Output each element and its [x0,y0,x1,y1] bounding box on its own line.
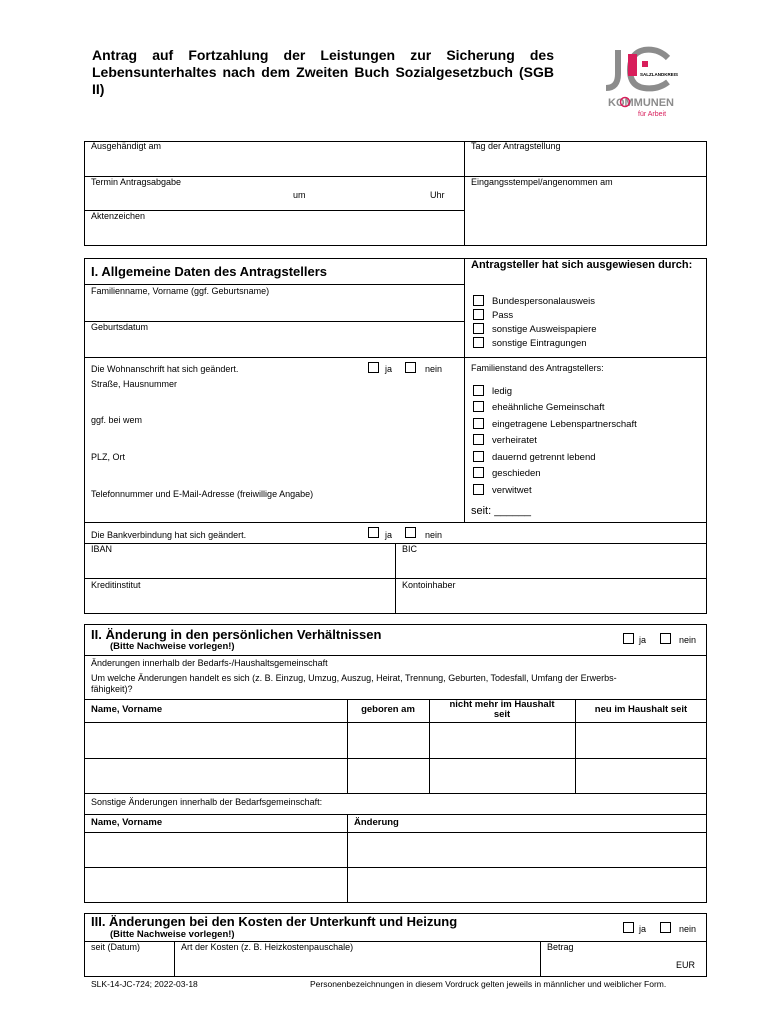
marital-checkbox-lebenspartnerschaft[interactable] [473,418,484,429]
stamp-label: Eingangsstempel/angenommen am [471,177,613,187]
marital-checkbox-eheaehnliche-gemeinschaft[interactable] [473,401,484,412]
street-label: Straße, Hausnummer [91,379,178,389]
birth-label: Geburtsdatum [91,322,149,332]
id-option-label: sonstige Eintragungen [492,338,587,349]
marital-option-label: eingetragene Lebenspartnerschaft [492,419,637,430]
amount-label: Betrag [547,942,574,952]
marital-option-label: geschieden [492,468,541,479]
logo-brand-line1: KOMMUNEN [608,97,674,109]
marital-option-label: dauernd getrennt lebend [492,452,596,463]
marital-checkbox-verheiratet[interactable] [473,434,484,445]
form-id: SLK-14-JC-724; 2022-03-18 [91,979,198,989]
section2-title: II. Änderung in den persönlichen Verhältnissen [91,627,382,642]
table1-header-born: geboren am [361,704,415,715]
care-of-label: ggf. bei wem [91,415,143,425]
id-checkbox-sonstige-ausweispapiere[interactable] [473,323,484,334]
bank-changed-label: Die Bankverbindung hat sich geändert. [91,530,247,540]
marital-checkbox-verwitwet[interactable] [473,484,484,495]
id-option-label: Pass [492,310,514,321]
household-changes-label: Änderungen innerhalb der Bedarfs-/Haushaltsgemeinschaft [91,658,328,668]
id-checkbox-pass[interactable] [473,309,484,320]
logo-org-name: SALZLANDKREIS [640,72,678,77]
address-changed-label: Die Wohnanschrift hat sich geändert. [91,364,239,374]
other-changes-label: Sonstige Änderungen innerhalb der Bedarfsgemeinschaft: [91,797,323,807]
marital-checkbox-ledig[interactable] [473,385,484,396]
address-yes-label: ja [385,364,393,374]
contact-label: Telefonnummer und E-Mail-Adresse (freiwillige Angabe) [91,489,314,499]
table2-header-name: Name, Vorname [91,817,163,828]
name-label: Familienname, Vorname (ggf. Geburtsname) [91,286,270,296]
handed-out-label: Ausgehändigt am [91,141,162,151]
footer-notice: Personenbezeichnungen in diesem Vordruck gelten jeweils in männlicher und weiblicher Form. [310,979,667,989]
cost-type-label: Art der Kosten (z. B. Heizkostenpauschale) [181,942,354,952]
section3-no-checkbox[interactable] [660,922,671,933]
currency-label: EUR [676,960,696,970]
marital-since: seit: ______ [471,505,531,517]
section3-yes-checkbox[interactable] [623,922,634,933]
holder-label: Kontoinhaber [402,580,456,590]
section1-title: I. Allgemeine Daten des Antragstellers [91,264,327,279]
zip-city-label: PLZ, Ort [91,452,126,462]
address-changed-no-checkbox[interactable] [405,362,416,373]
address-changed-yes-checkbox[interactable] [368,362,379,373]
file-ref-label: Aktenzeichen [91,211,146,221]
table1-header-name: Name, Vorname [91,704,163,715]
appointment-label: Termin Antragsabgabe [91,177,182,187]
marital-title: Familienstand des Antragstellers: [471,363,604,373]
marital-checkbox-geschieden[interactable] [473,467,484,478]
bank-changed-no-checkbox[interactable] [405,527,416,538]
logo-brand-line2: für Arbeit [638,111,667,118]
table1-header-left: nicht mehr im Haushalt seit [449,699,555,720]
bic-label: BIC [402,544,418,554]
id-title: Antragsteller hat sich ausgewiesen durch: [471,259,693,271]
section3-title: III. Änderungen bei den Kosten der Unterkunft und Heizung [91,914,458,929]
form-title: Antrag auf Fortzahlung der Leistungen zur Sicherung des Lebensunterhaltes nach dem Zweiten Buch Sozialgesetzbuch (SGB II) [92,47,554,97]
application-day-label: Tag der Antragstellung [471,141,561,151]
section2-no-label: nein [679,635,697,645]
table1-header-new: neu im Haushalt seit [594,704,688,715]
appointment-um: um [293,190,306,200]
bank-changed-yes-checkbox[interactable] [368,527,379,538]
table2-header-change: Änderung [354,817,399,828]
appointment-uhr: Uhr [430,190,445,200]
office-box [84,141,707,246]
id-checkbox-bundespersonalausweis[interactable] [473,295,484,306]
changes-question: Um welche Änderungen handelt es sich (z. B. Einzug, Umzug, Auszug, Heirat, Trennung, Geburten, Todesfall, Umfang der Erwerbs- [91,673,617,683]
bank-no-label: nein [425,530,443,540]
section2-note: (Bitte Nachweise vorlegen!) [110,641,235,652]
id-option-label: Bundespersonalausweis [492,296,595,307]
id-checkbox-sonstige-eintragungen[interactable] [473,337,484,348]
section2-yes-checkbox[interactable] [623,633,634,644]
marital-checkbox-getrennt[interactable] [473,451,484,462]
changes-question-cont: fähigkeit)? [91,684,133,694]
address-no-label: nein [425,364,443,374]
marital-option-label: ledig [492,386,513,397]
marital-option-label: verheiratet [492,435,537,446]
bank-yes-label: ja [385,530,393,540]
id-option-label: sonstige Ausweispapiere [492,324,597,335]
section2-yes-label: ja [639,635,647,645]
section3-note: (Bitte Nachweise vorlegen!) [110,929,235,940]
since-date-label: seit (Datum) [91,942,141,952]
section3-yes-label: ja [639,924,647,934]
bank-label: Kreditinstitut [91,580,141,590]
section3-no-label: nein [679,924,697,934]
iban-label: IBAN [91,544,113,554]
jobcenter-logo [600,44,690,122]
marital-option-label: eheähnliche Gemeinschaft [492,402,605,413]
section2-no-checkbox[interactable] [660,633,671,644]
marital-option-label: verwitwet [492,485,532,496]
